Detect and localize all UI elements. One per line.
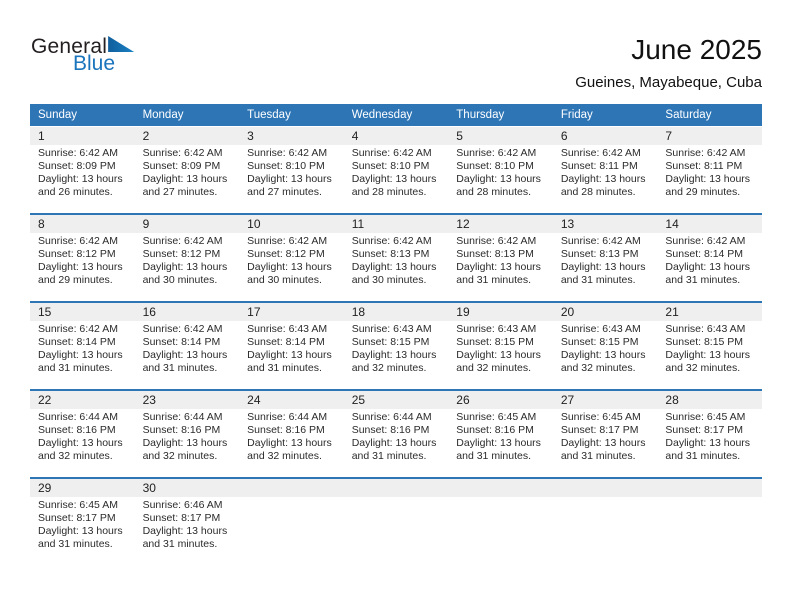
- empty-day-cell: [239, 479, 344, 497]
- sunrise-text: Sunrise: 6:42 AM: [665, 235, 746, 247]
- day-info-21: [657, 321, 762, 389]
- sunset-text: Sunset: 8:16 PM: [247, 424, 325, 436]
- daylight-text: Daylight: 13 hours and 32 minutes.: [351, 349, 437, 374]
- empty-day-cell: [344, 479, 449, 497]
- sunset-text: Sunset: 8:13 PM: [456, 248, 534, 260]
- sunset-text: Sunset: 8:15 PM: [456, 336, 534, 348]
- sunrise-text: Sunrise: 6:42 AM: [351, 147, 432, 159]
- day-info-24: [239, 409, 344, 477]
- sunrise-text: Sunrise: 6:44 AM: [142, 411, 223, 423]
- sunrise-text: Sunrise: 6:46 AM: [142, 499, 223, 511]
- daylight-text: Daylight: 13 hours and 30 minutes.: [351, 261, 437, 286]
- day-number-6: 6: [560, 129, 568, 143]
- day-number-24: 24: [247, 393, 261, 407]
- sunrise-text: Sunrise: 6:42 AM: [142, 323, 223, 335]
- weekday-header-monday: Monday: [142, 109, 184, 121]
- daylight-text: Daylight: 13 hours and 27 minutes.: [247, 173, 332, 198]
- empty-day-cell: [553, 479, 658, 497]
- sunrise-text: Sunrise: 6:43 AM: [247, 323, 328, 335]
- day-info-1: [30, 145, 135, 213]
- sunset-text: Sunset: 8:13 PM: [351, 248, 430, 260]
- sunset-text: Sunset: 8:11 PM: [560, 160, 638, 172]
- day-number-5: 5: [456, 129, 463, 143]
- day-number-16: 16: [142, 305, 156, 319]
- sunrise-text: Sunrise: 6:42 AM: [351, 235, 432, 247]
- daylight-text: Daylight: 13 hours and 31 minutes.: [456, 437, 541, 462]
- daylight-text: Daylight: 13 hours and 32 minutes.: [142, 437, 228, 462]
- sunrise-text: Sunrise: 6:44 AM: [351, 411, 432, 423]
- weekday-header-row: [30, 104, 762, 126]
- sunrise-text: Sunrise: 6:42 AM: [560, 147, 641, 159]
- day-info-5: [448, 145, 553, 213]
- day-number-band: [30, 479, 762, 497]
- day-number-18: 18: [351, 305, 366, 319]
- daylight-text: Daylight: 13 hours and 27 minutes.: [142, 173, 228, 198]
- weekday-header-wednesday: Wednesday: [351, 109, 413, 121]
- month-title: June 2025: [631, 34, 762, 65]
- sunrise-text: Sunrise: 6:45 AM: [560, 411, 641, 423]
- week-row-1: [30, 127, 762, 213]
- daylight-text: Daylight: 13 hours and 28 minutes.: [456, 173, 541, 198]
- sunrise-text: Sunrise: 6:43 AM: [665, 323, 746, 335]
- day-number-band: [30, 215, 762, 233]
- day-number-8: 8: [38, 217, 45, 231]
- day-info-20: [553, 321, 658, 389]
- day-number-2: 2: [142, 129, 150, 143]
- day-info-27: [553, 409, 658, 477]
- day-number-14: 14: [665, 217, 679, 231]
- day-number-9: 9: [142, 217, 150, 231]
- sunrise-text: Sunrise: 6:43 AM: [456, 323, 537, 335]
- day-details-row: [30, 497, 762, 565]
- sunset-text: Sunset: 8:12 PM: [38, 248, 116, 260]
- day-number-band: [30, 127, 762, 145]
- empty-day-cell: [657, 479, 762, 497]
- sunset-text: Sunset: 8:09 PM: [38, 160, 116, 172]
- sunset-text: Sunset: 8:12 PM: [142, 248, 221, 260]
- calendar-table: [30, 104, 762, 565]
- day-info-25: [344, 409, 449, 477]
- day-details-row: [30, 145, 762, 213]
- day-number-17: 17: [247, 305, 261, 319]
- day-info-2: [135, 145, 240, 213]
- daylight-text: Daylight: 13 hours and 30 minutes.: [247, 261, 332, 286]
- day-info-26: [448, 409, 553, 477]
- week-row-4: [30, 389, 762, 477]
- day-number-30: 30: [142, 481, 156, 495]
- general-blue-logo: [31, 36, 151, 74]
- sunset-text: Sunset: 8:13 PM: [560, 248, 639, 260]
- daylight-text: Daylight: 13 hours and 32 minutes.: [665, 349, 751, 374]
- day-number-12: 12: [456, 217, 470, 231]
- daylight-text: Daylight: 13 hours and 31 minutes.: [560, 261, 646, 286]
- daylight-text: Daylight: 13 hours and 32 minutes.: [560, 349, 646, 374]
- day-number-20: 20: [560, 305, 575, 319]
- sunset-text: Sunset: 8:12 PM: [247, 248, 325, 260]
- daylight-text: Daylight: 13 hours and 31 minutes.: [142, 349, 228, 374]
- header-title-block: [575, 34, 762, 91]
- daylight-text: Daylight: 13 hours and 31 minutes.: [38, 525, 123, 550]
- daylight-text: Daylight: 13 hours and 31 minutes.: [142, 525, 228, 550]
- day-number-28: 28: [665, 393, 679, 407]
- daylight-text: Daylight: 13 hours and 28 minutes.: [560, 173, 646, 198]
- sunrise-text: Sunrise: 6:42 AM: [665, 147, 746, 159]
- day-info-4: [344, 145, 449, 213]
- day-info-8: [30, 233, 135, 301]
- day-info-14: [657, 233, 762, 301]
- day-info-30: [135, 497, 240, 565]
- day-info-7: [657, 145, 762, 213]
- day-info-10: [239, 233, 344, 301]
- day-number-7: 7: [665, 129, 673, 143]
- day-info-17: [239, 321, 344, 389]
- day-info-23: [135, 409, 240, 477]
- day-info-11: [344, 233, 449, 301]
- daylight-text: Daylight: 13 hours and 28 minutes.: [351, 173, 437, 198]
- sunset-text: Sunset: 8:11 PM: [665, 160, 743, 172]
- sunset-text: Sunset: 8:14 PM: [38, 336, 116, 348]
- day-number-10: 10: [247, 217, 261, 231]
- logo-triangle-icon: [108, 36, 134, 52]
- empty-day-cell: [448, 479, 553, 497]
- weekday-header-sunday: Sunday: [38, 109, 78, 121]
- day-info-9: [135, 233, 240, 301]
- sunrise-text: Sunrise: 6:42 AM: [142, 235, 223, 247]
- daylight-text: Daylight: 13 hours and 31 minutes.: [351, 437, 437, 462]
- daylight-text: Daylight: 13 hours and 31 minutes.: [38, 349, 123, 374]
- daylight-text: Daylight: 13 hours and 31 minutes.: [560, 437, 646, 462]
- sunset-text: Sunset: 8:17 PM: [142, 512, 221, 524]
- daylight-text: Daylight: 13 hours and 29 minutes.: [38, 261, 123, 286]
- daylight-text: Daylight: 13 hours and 31 minutes.: [247, 349, 332, 374]
- sunrise-text: Sunrise: 6:44 AM: [38, 411, 118, 423]
- logo-text-blue: Blue: [73, 52, 116, 75]
- day-number-1: 1: [38, 129, 45, 143]
- week-row-3: [30, 301, 762, 389]
- week-row-5: [30, 477, 762, 565]
- daylight-text: Daylight: 13 hours and 31 minutes.: [665, 261, 751, 286]
- day-number-band: [30, 303, 762, 321]
- daylight-text: Daylight: 13 hours and 29 minutes.: [665, 173, 751, 198]
- sunset-text: Sunset: 8:16 PM: [351, 424, 430, 436]
- day-info-6: [553, 145, 658, 213]
- sunset-text: Sunset: 8:17 PM: [665, 424, 744, 436]
- day-number-25: 25: [351, 393, 366, 407]
- daylight-text: Daylight: 13 hours and 31 minutes.: [665, 437, 751, 462]
- sunset-text: Sunset: 8:15 PM: [351, 336, 430, 348]
- sunrise-text: Sunrise: 6:44 AM: [247, 411, 328, 423]
- day-info-19: [448, 321, 553, 389]
- sunrise-text: Sunrise: 6:42 AM: [247, 147, 328, 159]
- day-info-16: [135, 321, 240, 389]
- sunrise-text: Sunrise: 6:42 AM: [38, 235, 118, 247]
- sunset-text: Sunset: 8:15 PM: [560, 336, 639, 348]
- sunrise-text: Sunrise: 6:42 AM: [38, 147, 118, 159]
- calendar-weeks: [30, 127, 762, 565]
- sunrise-text: Sunrise: 6:45 AM: [665, 411, 746, 423]
- day-number-19: 19: [456, 305, 470, 319]
- sunset-text: Sunset: 8:16 PM: [142, 424, 221, 436]
- sunrise-text: Sunrise: 6:43 AM: [560, 323, 641, 335]
- weekday-header-tuesday: Tuesday: [247, 109, 291, 121]
- sunset-text: Sunset: 8:14 PM: [247, 336, 325, 348]
- day-number-band: [30, 391, 762, 409]
- sunset-text: Sunset: 8:09 PM: [142, 160, 221, 172]
- sunset-text: Sunset: 8:17 PM: [38, 512, 116, 524]
- sunset-text: Sunset: 8:16 PM: [456, 424, 534, 436]
- daylight-text: Daylight: 13 hours and 31 minutes.: [456, 261, 541, 286]
- day-info-3: [239, 145, 344, 213]
- day-info-18: [344, 321, 449, 389]
- sunset-text: Sunset: 8:17 PM: [560, 424, 639, 436]
- day-info-15: [30, 321, 135, 389]
- sunset-text: Sunset: 8:16 PM: [38, 424, 116, 436]
- day-number-13: 13: [560, 217, 575, 231]
- sunset-text: Sunset: 8:10 PM: [456, 160, 534, 172]
- week-row-2: [30, 213, 762, 301]
- sunrise-text: Sunrise: 6:45 AM: [38, 499, 118, 511]
- empty-day-cell: [553, 497, 658, 565]
- daylight-text: Daylight: 13 hours and 30 minutes.: [142, 261, 228, 286]
- day-info-13: [553, 233, 658, 301]
- weekday-header-thursday: Thursday: [456, 109, 505, 121]
- day-number-21: 21: [665, 305, 679, 319]
- day-number-29: 29: [38, 481, 52, 495]
- location-subtitle: Gueines, Mayabeque, Cuba: [575, 74, 762, 91]
- empty-day-cell: [657, 497, 762, 565]
- sunset-text: Sunset: 8:15 PM: [665, 336, 744, 348]
- empty-day-cell: [239, 497, 344, 565]
- day-details-row: [30, 233, 762, 301]
- day-number-3: 3: [247, 129, 254, 143]
- daylight-text: Daylight: 13 hours and 32 minutes.: [247, 437, 332, 462]
- daylight-text: Daylight: 13 hours and 32 minutes.: [38, 437, 123, 462]
- sunrise-text: Sunrise: 6:42 AM: [456, 147, 537, 159]
- day-number-27: 27: [560, 393, 575, 407]
- daylight-text: Daylight: 13 hours and 26 minutes.: [38, 173, 123, 198]
- day-info-29: [30, 497, 135, 565]
- sunset-text: Sunset: 8:14 PM: [142, 336, 221, 348]
- sunset-text: Sunset: 8:10 PM: [351, 160, 430, 172]
- weekday-header-saturday: Saturday: [665, 109, 712, 121]
- day-info-12: [448, 233, 553, 301]
- sunset-text: Sunset: 8:14 PM: [665, 248, 744, 260]
- empty-day-cell: [448, 497, 553, 565]
- logo-text-general: General: [31, 35, 108, 58]
- sunrise-text: Sunrise: 6:42 AM: [38, 323, 118, 335]
- sunrise-text: Sunrise: 6:42 AM: [560, 235, 641, 247]
- day-details-row: [30, 409, 762, 477]
- weekday-header-friday: Friday: [560, 109, 593, 121]
- day-info-22: [30, 409, 135, 477]
- day-details-row: [30, 321, 762, 389]
- day-number-23: 23: [142, 393, 156, 407]
- daylight-text: Daylight: 13 hours and 32 minutes.: [456, 349, 541, 374]
- sunset-text: Sunset: 8:10 PM: [247, 160, 325, 172]
- day-number-26: 26: [456, 393, 470, 407]
- sunrise-text: Sunrise: 6:42 AM: [456, 235, 537, 247]
- empty-day-cell: [344, 497, 449, 565]
- day-number-15: 15: [38, 305, 52, 319]
- day-info-28: [657, 409, 762, 477]
- sunrise-text: Sunrise: 6:42 AM: [247, 235, 328, 247]
- sunrise-text: Sunrise: 6:43 AM: [351, 323, 432, 335]
- day-number-4: 4: [351, 129, 359, 143]
- day-number-11: 11: [351, 217, 365, 231]
- sunrise-text: Sunrise: 6:45 AM: [456, 411, 537, 423]
- day-number-22: 22: [38, 393, 52, 407]
- sunrise-text: Sunrise: 6:42 AM: [142, 147, 223, 159]
